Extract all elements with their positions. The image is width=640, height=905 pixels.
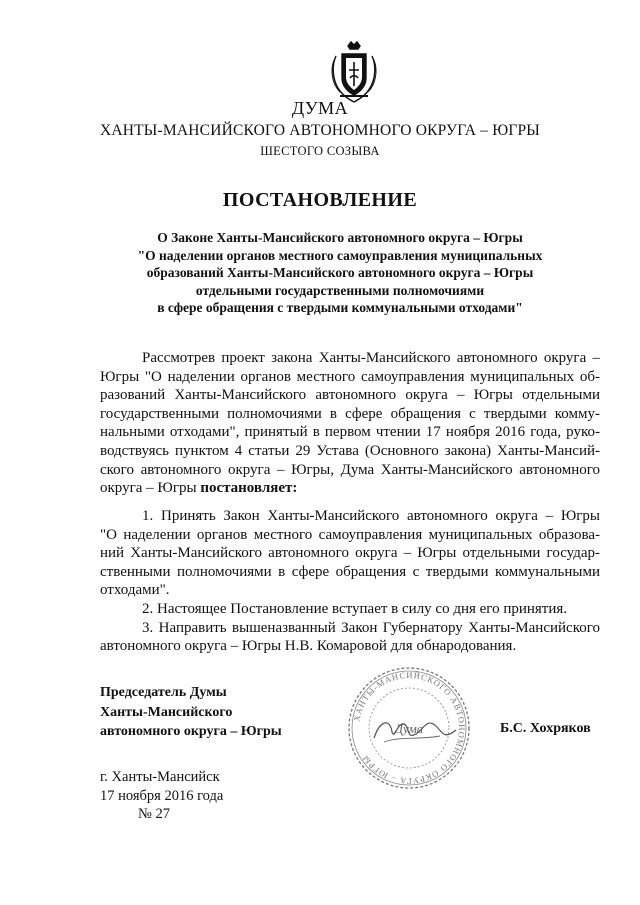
preamble-last-text: округа – Югры (100, 480, 201, 497)
place-date-block (100, 768, 223, 824)
item3-line: автономного округа – Югры Н.В. Комаровой для обнародования. (100, 638, 517, 655)
preamble-line: разований Ханты-Мансийского автономного округа – Югры отдельными (100, 387, 600, 404)
stamp-center-text: Дума (394, 721, 424, 736)
coat-of-arms-emblem (328, 40, 380, 104)
subject-line: образований Ханты-Мансийского автономного округа – Югры (146, 265, 534, 281)
region-name: ХАНТЫ-МАНСИЙСКОГО АВТОНОМНОГО ОКРУГА – ЮГРЫ (99, 122, 541, 139)
subject-line: "О наделении органов местного самоуправления муниципальных (137, 247, 543, 263)
document-type: ПОСТАНОВЛЕНИЕ (222, 189, 418, 211)
signatory-title-line: Ханты-Мансийского (100, 704, 233, 720)
preamble-line: ского автономного округа – Югры, Дума Ханты-Мансийского автономного (100, 461, 600, 478)
item1-line: "О наделении органов местного самоуправления муниципальных образова- (100, 526, 600, 543)
city: г. Ханты-Мансийск (100, 769, 220, 785)
document-date: 17 ноября 2016 года (100, 787, 224, 804)
signatory-title (100, 683, 282, 742)
convocation: ШЕСТОГО СОЗЫВА (260, 144, 380, 158)
preamble-line: Югры "О наделении органов местного самоуправления муниципальных об- (100, 368, 600, 385)
preamble-line: водствуясь пунктом 4 статьи 29 Устава (Основного закона) Ханты-Мансий- (100, 442, 600, 459)
signer-name: Б.С. Хохряков (500, 721, 591, 736)
preamble-line: Рассмотрев проект закона Ханты-Мансийского автономного округа – (142, 350, 600, 366)
document-subject (100, 229, 580, 317)
handwritten-signature (370, 710, 460, 750)
resolution-items (100, 507, 600, 656)
subject-line: О Законе Ханты-Мансийского автономного округа – Югры (157, 230, 523, 245)
item1-line: отходами". (100, 582, 170, 599)
stamp-ring-text: ХАНТЫ-МАНСИЙСКОГО АВТОНОМНОГО ОКРУГА – ЮГРЫ (351, 669, 468, 787)
preamble-line: нальными отходами", принятый в первом чтении 17 ноября 2016 года, руко- (100, 424, 600, 441)
item3-line: 3. Направить вышеназванный Закон Губернатору Ханты-Мансийского (142, 619, 600, 636)
document-number: № 27 (138, 806, 170, 822)
item1-line: 1. Принять Закон Ханты-Мансийского автономного округа – Югры (142, 508, 600, 524)
organization-name: ДУМА (291, 98, 349, 118)
resolves-word: постановляет: (200, 480, 298, 497)
item1-line: ственными полномочиями в сфере обращения с твердыми коммунальными (100, 563, 600, 580)
signatory-title-line: Председатель Думы (100, 685, 227, 700)
item1-line: ний Ханты-Мансийского автономного округа – Югры отдельными государ- (100, 545, 600, 562)
subject-line: отдельными государственными полномочиями (195, 282, 485, 298)
subject-line: в сфере обращения с твердыми коммунальными отходами" (157, 300, 523, 316)
item2: 2. Настоящее Постановление вступает в силу со дня его принятия. (142, 600, 568, 617)
preamble-paragraph (100, 349, 600, 498)
signatory-title-line: автономного округа – Югры (100, 724, 282, 739)
preamble-line: государственными полномочиями в сфере обращения с твердыми комму- (100, 405, 600, 422)
preamble-last-line (100, 479, 600, 498)
